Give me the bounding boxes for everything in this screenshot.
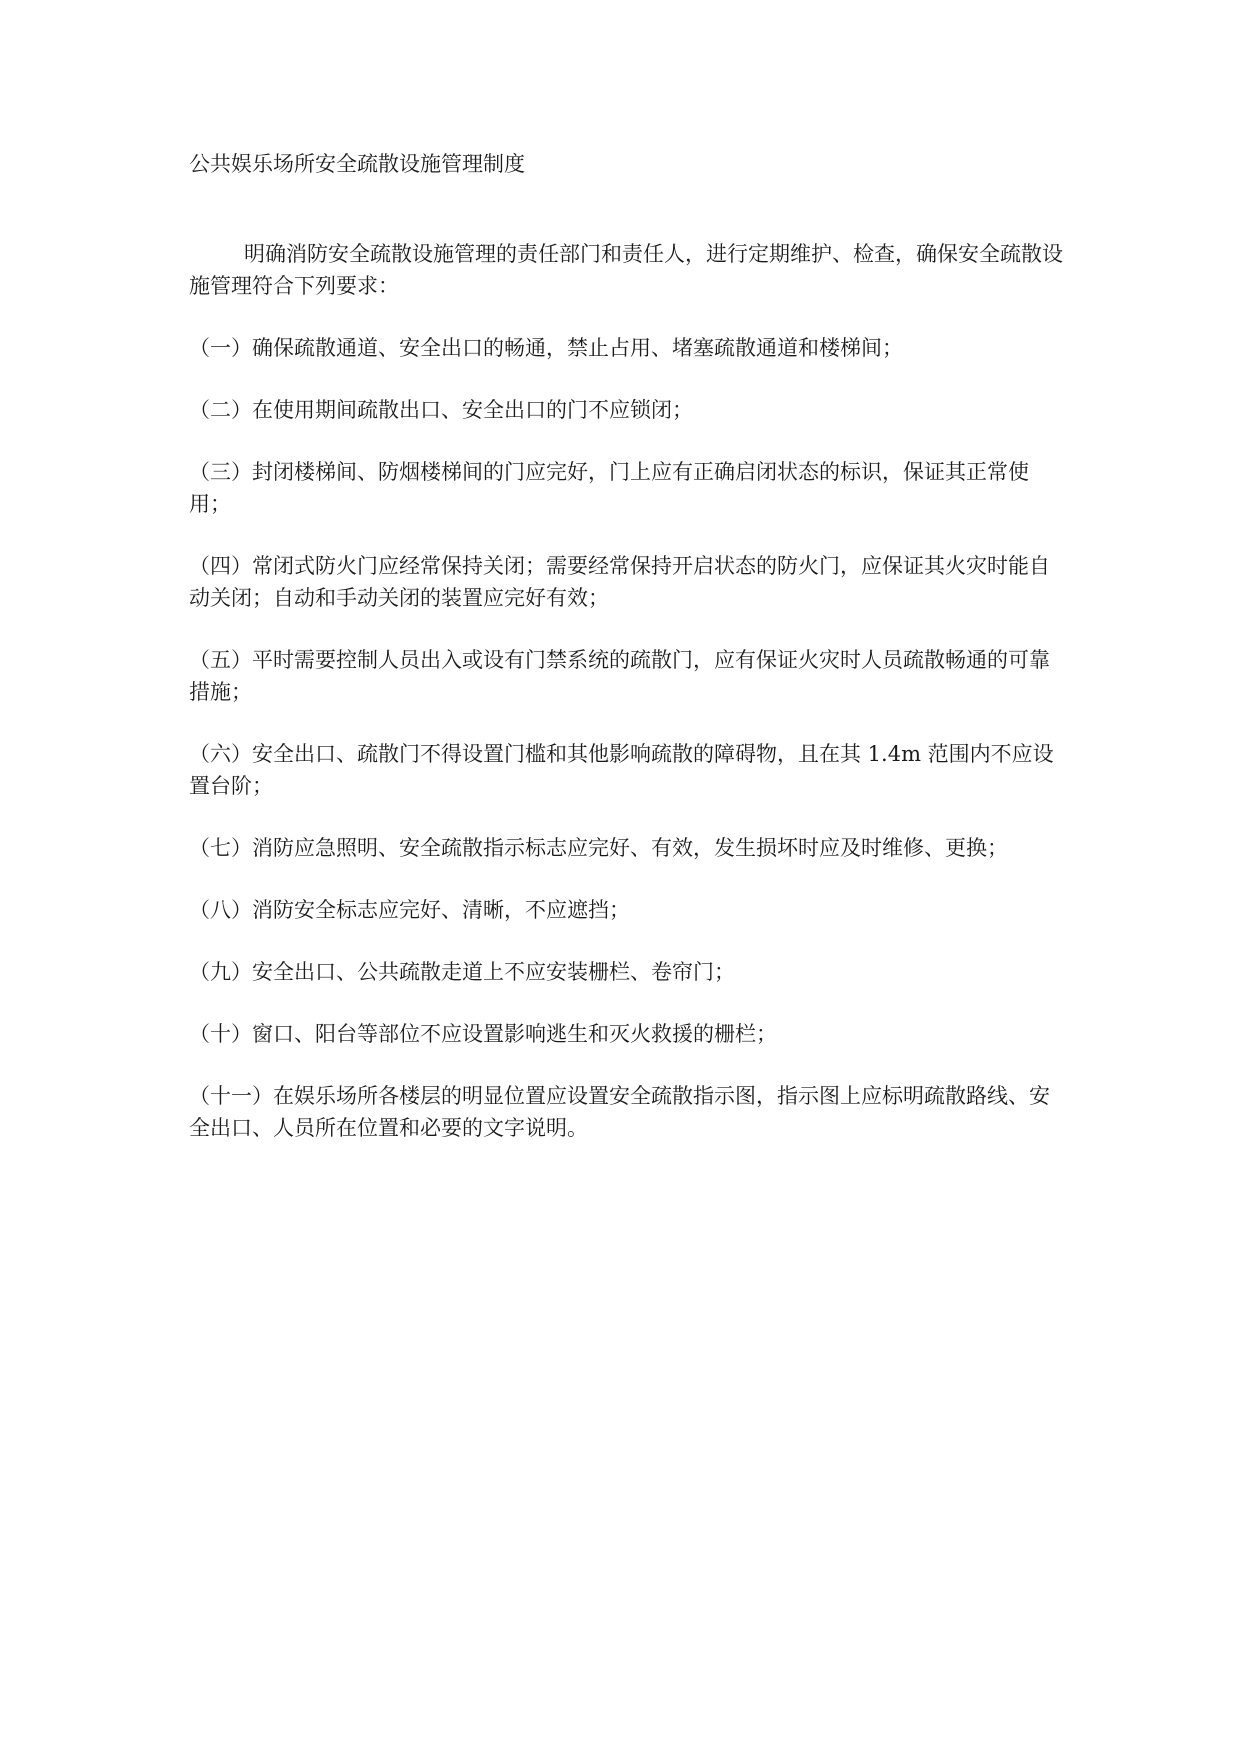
- list-item-6: （六）安全出口、疏散门不得设置门槛和其他影响疏散的障碍物，且在其 1.4m 范围内不应设置台阶；: [189, 742, 1054, 798]
- list-item-10: （十）窗口、阳台等部位不应设置影响逃生和灭火救援的栅栏；: [189, 1022, 777, 1046]
- list-item-2: （二）在使用期间疏散出口、安全出口的门不应锁闭；: [189, 398, 693, 422]
- list-item-9: （九）安全出口、公共疏散走道上不应安装栅栏、卷帘门；: [189, 960, 735, 984]
- list-item-5: （五）平时需要控制人员出入或设有门禁系统的疏散门，应有保证火灾时人员疏散畅通的可靠措施；: [189, 648, 1050, 704]
- list-item-7: （七）消防应急照明、安全疏散指示标志应完好、有效，发生损坏时应及时维修、更换；: [189, 836, 1008, 860]
- list-item-1: （一）确保疏散通道、安全出口的畅通，禁止占用、堵塞疏散通道和楼梯间；: [189, 336, 903, 360]
- document-title: 公共娱乐场所安全疏散设施管理制度: [189, 152, 525, 176]
- list-item-3: （三）封闭楼梯间、防烟楼梯间的门应完好，门上应有正确启闭状态的标识，保证其正常使用；: [189, 460, 1029, 516]
- list-item-11: （十一）在娱乐场所各楼层的明显位置应设置安全疏散指示图，指示图上应标明疏散路线、安全出口、人员所在位置和必要的文字说明。: [189, 1084, 1050, 1140]
- document-body: [189, 148, 1069, 1174]
- intro-paragraph: 明确消防安全疏散设施管理的责任部门和责任人，进行定期维护、检查，确保安全疏散设施管理符合下列要求：: [189, 242, 1063, 298]
- list-item-8: （八）消防安全标志应完好、清晰，不应遮挡；: [189, 898, 630, 922]
- list-item-4: （四）常闭式防火门应经常保持关闭；需要经常保持开启状态的防火门，应保证其火灾时能自动关闭；自动和手动关闭的装置应完好有效；: [189, 554, 1050, 610]
